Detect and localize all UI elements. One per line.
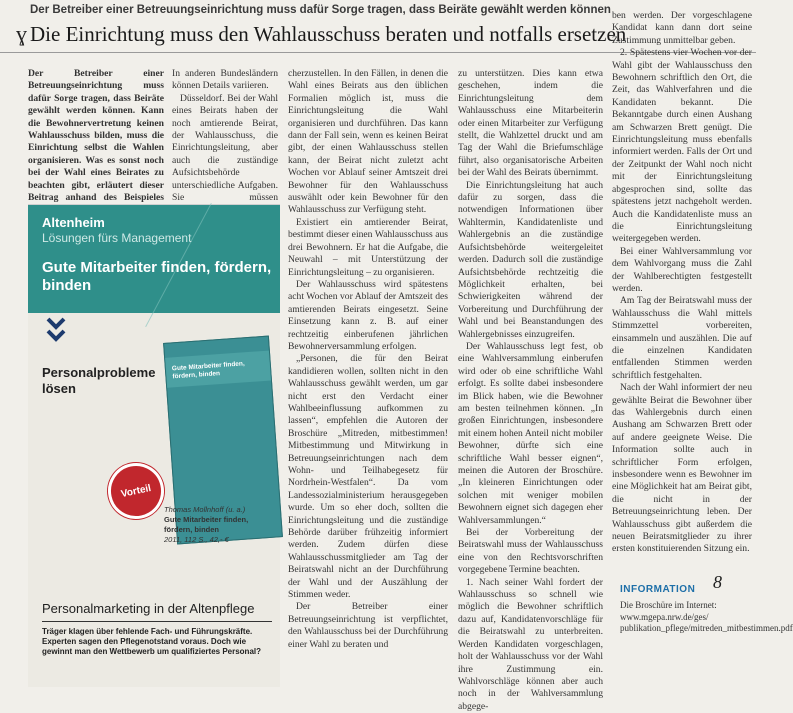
headline-text: Die Einrichtung muss den Wahlausschuss beraten und notfalls ersetzen xyxy=(30,22,627,46)
paragraph: 2. Spätestens vier Wochen vor der Wahl gibt der Wahlausschuss den Bewohnern schriftlich den Ort, die Zeit, das Wahlverfahren und die Kandidaten bekannt. Die Bekanntgabe durch einen Aushang am Schwarzen Brett genügt. Die Einrichtungsleitung muss ebenfalls informiert werden. Falls der Ort und der Zeitpunkt der Wahl noch nicht mit der Einrichtungsleitung abgesprochen sind, sollte das spätestens jetzt nachgeholt werden. Auch die Kandidatenliste muss an die Einrichtungsleitung weitergegeben werden. xyxy=(612,47,752,245)
ad-divider xyxy=(42,621,272,622)
ad-description: Träger klagen über fehlende Fach- und Führungskräfte. Experten sagen den Pflegenotstand voraus. Doch wie gewinnt man den Wettbewerb um qualifiziertes Personal? xyxy=(42,627,261,656)
book-details: 2011, 112 S., 42,- € xyxy=(164,535,229,544)
paragraph: „Personen, die für den Beirat kandidieren wollen, sollten nicht in den Wahlausschuss gewählt werden, um gar nicht erst den Verdacht einer Wahlbeeinflussung aufkommen zu lassen“, empfehlen die Autoren der Broschüre „Mitreden, mitbestimmen! Mitbestimmung und Mitwirkung in Betreuungseinrichtungen nach dem Wohn- und Teilhabegesetz für Nordrhein-Westfalen“. Da vom Landessozialministerium herausgegeben wurde. Um so eher doch, sollten die Einrichtungsleitung und die zuständige Behörde darüber frühzeitig informiert werden. Zudem dürfen diese Wahlausschussmitglieder am Tag der Beiratswahl nicht an der Durchführung der Wahl und der Auszählung der Stimmen weder. xyxy=(288,353,448,601)
paragraph: Existiert ein amtierender Beirat, bestimmt dieser einen Wahlausschuss aus drei Bewohnern. Er hat die Aufgabe, die Neuwahl – mit Unterstützung der Einrichtungsleitung – zu organisieren. xyxy=(288,216,448,278)
paragraph: Bei der Vorbereitung der Beiratswahl muss der Wahlausschuss eine von den Rechtsvorschriften vorgegebene Termine beachten. xyxy=(458,527,603,576)
advertisement[interactable] xyxy=(28,204,280,687)
article-column-5 xyxy=(612,10,752,573)
info-heading: INFORMATION xyxy=(620,584,696,595)
info-text[interactable]: Die Broschüre im Internet: www.mgepa.nrw.de/ges/ publikation_pflege/mitreden_mitbestimmen.pdf xyxy=(620,600,793,633)
article-column-3 xyxy=(288,68,448,686)
page-number: 8 xyxy=(713,572,722,592)
ad-brand-sub: Lösungen fürs Management xyxy=(42,231,192,245)
paragraph: zu unterstützen. Dies kann etwa geschehen, indem die Einrichtungsleitung dem Wahlausschuss eine Mitarbeiterin oder einen Mitarbeiter zur Verfügung stellt, die Wahlzettel druckt und am Tag der Wahl die Briefumschläge führt, also organisatorische Arbeiten bei der Wahl des Beirats übernimmt. xyxy=(458,68,603,179)
article-column-4 xyxy=(458,68,603,712)
headline xyxy=(16,21,626,47)
kicker: Der Betreiber einer Betreuungseinrichtung muss dafür Sorge tragen, dass Beiräte gewählt werden können xyxy=(30,4,611,16)
ad-person-line: Personalprobleme lösen xyxy=(42,365,156,396)
paragraph: Düsseldorf. Bei der Wahl eines Beirats haben der noch amtierende Beirat, der Wahlausschuss, die Einrichtungsleitung, aber auch die zuständige Aufsichtsbehörde unterschiedliche Aufgaben. Sie müssen xyxy=(172,92,278,204)
ad-slogan: Personalmarketing in der Altenpflege xyxy=(42,601,255,616)
ad-title: Gute Mitarbeiter finden, fördern, binden xyxy=(42,259,272,294)
chevron-down-icon xyxy=(46,315,66,355)
paragraph: In anderen Bundesländern können Details variieren. xyxy=(172,68,278,92)
book-name: Gute Mitarbeiter finden, fördern, binden xyxy=(164,515,249,534)
article-column-1 xyxy=(28,68,164,204)
paragraph: Am Tag der Beiratswahl muss der Wahlausschuss die Wahl mittels Stimmzettel vorbereiten, einsammeln und auszählen. Die auf die einzelnen Kandidaten entfallenden Stimmen werden schriftlich festgehalten. xyxy=(612,295,752,381)
paragraph: Der Wahlausschuss wird spätestens acht Wochen vor Ablauf der Amtszeit des amtierenden Beirats eingesetzt. Seine Einsetzung kann z. B. auf einer rechtzeitig einberufenen jährlichen Bewohnerversammlung erfolgen. xyxy=(288,278,448,352)
paragraph: Nach der Wahl informiert der neu gewählte Beirat die Bewohner über das Wahlergebnis durch einen Aushang am Schwarzen Brett oder auf andere geeignete Weise. Die Information sollte auch in schriftlicher Form erfolgen, insbesondere wenn es Bewohner im eine Möglichkeit hat am Beirat gibt, die nicht in der Betreuungseinrichtung leben. Der Wahlausschuss gibt außerdem die neuen Beiratsmitglieder zu ihrer ersten konstituierenden Sitzung ein. xyxy=(612,382,752,555)
vorteil-badge: Vorteil xyxy=(103,458,169,524)
ad-banner xyxy=(28,205,280,313)
headline-mark: ɣ xyxy=(16,21,27,46)
paragraph: Die Einrichtungsleitung hat auch dafür zu sorgen, dass die notwendigen Informationen über Wahltermin, Kandidatenliste und Wahlergebnis an die zuständige Aufsichtsbehörde weitergeleitet werden. Dadurch soll die zuständige Aufsichtsbehörde rechtzeitig die Möglichkeit erhalten, bei Schwierigkeiten während der Vorbereitung und Durchführung der Wahl und bei Beanstandungen des Wahlergebnisses einzugreifen. xyxy=(458,179,603,340)
paragraph: Bei einer Wahlversammlung vor dem Wahlvorgang muss die Zahl der Wahlberechtigten festgestellt werden. xyxy=(612,245,752,294)
ad-brand: Altenheim xyxy=(42,215,105,230)
intro-paragraph: Der Betreiber einer Betreuungseinrichtung muss dafür Sorge tragen, dass Beiräte gewählt werden können. Kann die Bewohnervertretung keinen Wahlausschuss bilden, muss die Einrichtung selbst die Wahlen organisieren. Was es sonst noch bei der Wahl eines Beirates zu beachten gibt, erläutert dieser Beitrag anhand des Beispieles xyxy=(28,68,164,204)
paragraph: 1. Nach seiner Wahl fordert der Wahlausschuss so schnell wie möglich die Bewohner schriftlich dazu auf, Kandidatenvorschläge für die Beiratswahl zu unterbreiten. Werden Kandidaten vorgeschlagen, holt der Wahlausschuss vor der Wahl ihre Zustimmung ein. Wahlvorschläge können aber auch noch in der Wahlversammlung abgege- xyxy=(458,576,603,712)
book-title: Gute Mitarbeiter finden, fördern, binden xyxy=(171,360,245,381)
book-author: Thomas Mollnhoff (u. a.) xyxy=(164,505,246,514)
paragraph: cherzustellen. In den Fällen, in denen die Wahl eines Beirats aus den üblichen Formalien möglich ist, muss die Einrichtungsleitung die Wahl organisieren und durchführen. Das kann dann der Fall sein, wenn es keinen Beirat gibt, der einen Wahlausschuss stellen kann, der Beirat nicht zuletzt acht Wochen vor Ablauf seiner Amtszeit drei Bewohner für den Wahlausschuss auswählt oder kein Bewohner für den Wahlausschuss zur Verfügung steht. xyxy=(288,68,448,216)
paragraph: Der Wahlausschuss legt fest, ob eine Wahlversammlung einberufen wird oder ob eine schriftliche Wahl erfolgt. Es sollte dabei insbesondere im Blick haben, wie die Bewohner am besten teilnehmen können. „In großen Einrichtungen, insbesondere mit einem hohen Anteil nicht mobiler Bewohner, dürfte sich eine schriftliche Wahl besser eignen“, meinen die Autoren der Broschüre. „In kleineren Einrichtungen oder solchen mit weniger mobilen Bewohnern eignet sich dagegen eher Wahlversammlungen.“ xyxy=(458,340,603,526)
paragraph: Der Betreiber einer Betreuungseinrichtung ist verpflichtet, den Wahlausschuss bei der Durchführung einer Wahl zu beraten und xyxy=(288,601,448,650)
book-info xyxy=(164,505,276,545)
paragraph: ben werden. Der vorgeschlagene Kandidat kann dann dort seine Zustimmung unmittelbar geben. xyxy=(612,10,752,46)
article-column-2 xyxy=(172,68,278,204)
